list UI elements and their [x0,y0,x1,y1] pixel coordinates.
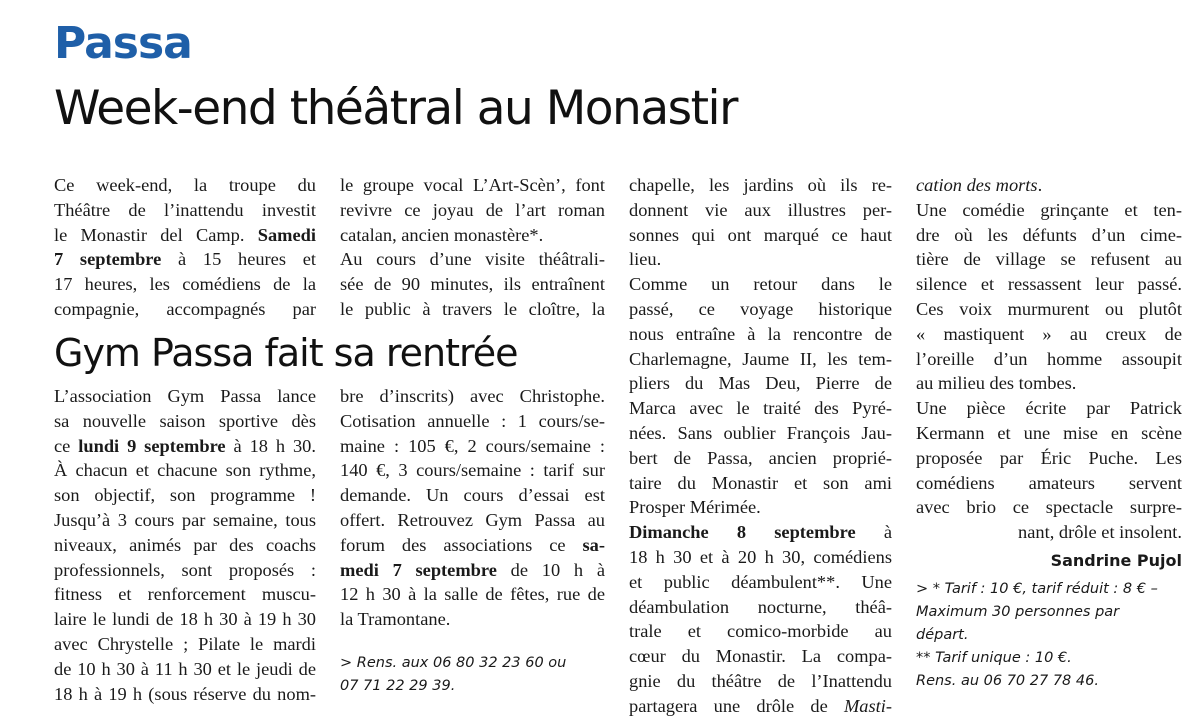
text-line: partagera une drôle de Masti- [629,695,892,716]
text-line: Charlemagne, Jaume II, les tem- [629,348,892,369]
article-headline: Week-end théâtral au Monastir [54,81,737,136]
text-line: le public à travers le cloître, la [340,298,605,319]
gym-column-2 [340,384,605,632]
text-line: 140 €, 3 cours/semaine : tarif sur [340,460,605,481]
gym-column-1 [54,384,316,706]
note-line: 07 71 22 29 39. [340,678,456,694]
play-title: Masti- [843,695,892,716]
text-line: À chacun et chacune son rythme, [54,460,316,481]
section-kicker: Passa [54,18,192,69]
note-line: > * Tarif : 10 €, tarif réduit : 8 € – [916,581,1158,597]
text-line: laire le lundi de 18 h 30 à 19 h 30 [54,609,316,630]
text-line: Au cours d’une visite théâtrali- [340,249,605,270]
text-line: catalan, ancien monastère*. [340,224,544,245]
theatre-column-4 [916,173,1182,574]
theatre-column-1 [54,173,316,322]
text-line: Jusqu’à 3 cours par semaine, tous [54,509,316,530]
text-line: pliers du Mas Deu, Pierre de [629,373,892,394]
text-line: Prosper Mérimée. [629,497,761,518]
text-line: professionnels, sont proposés : [54,559,316,580]
text-line: compagnie, accompagnés par [54,298,316,319]
date-highlight: sa- [582,534,605,555]
text-line: 17 heures, les comédiens de la [54,274,316,295]
text-line: niveaux, animés par des coachs [54,534,316,555]
text-line: sa nouvelle saison sportive dès [54,410,316,431]
text-line: Une comédie grinçante et ten- [916,199,1182,220]
text-line: trale et comico-morbide au [629,621,892,642]
text-line: nous entraîne à la rencontre de [629,323,892,344]
text-line: revivre ce joyau de l’art roman [340,199,605,220]
text-line: Ces voix murmurent ou plutôt [916,298,1182,319]
text-line: nées. Sans oublier François Jau- [629,422,892,443]
text-line: cation des morts. [916,175,1043,195]
text-line: la Tramontane. [340,609,451,630]
text-line: gnie du théâtre de l’Inattendu [629,670,892,691]
text-line: sée de 90 minutes, ils entraînent [340,274,605,295]
text-line: proposée par Éric Puche. Les [916,447,1182,468]
text-line: offert. Retrouvez Gym Passa au [340,509,605,530]
note-line: ** Tarif unique : 10 €. [916,650,1072,666]
note-line: > Rens. aux 06 80 32 23 60 ou [340,655,567,671]
text-line: maine : 105 €, 2 cours/semaine : [340,435,605,456]
text-line: nant, drôle et insolent. [1018,522,1182,543]
text-line: passé, ce voyage historique [629,298,892,319]
text-line: L’association Gym Passa lance [54,386,316,406]
date-highlight: Samedi [257,224,316,245]
text-line: son objectif, son programme ! [54,485,316,506]
text-line: demande. Un cours d’essai est [340,485,605,506]
text-line: le groupe vocal L’Art-Scèn’, font [340,175,605,195]
text-line: fitness et renforcement muscu- [54,584,316,605]
text-line: Marca avec le traité des Pyré- [629,398,892,419]
text-line: bert de Passa, ancien proprié- [629,447,892,468]
text-line: Comme un retour dans le [629,274,892,295]
theatre-column-3 [629,173,892,719]
text-line: silence et ressassent leur passé. [916,274,1182,295]
text-line: déambulation nocturne, théâ- [629,596,892,617]
text-line: Théâtre de l’inattendu investit [54,199,316,220]
text-line: tière de village se refusent au [916,249,1182,270]
gym-contact-note [340,652,605,698]
theatre-practical-notes [916,578,1182,693]
text-line: taire du Monastir et son ami [629,472,892,493]
text-line: medi 7 septembre de 10 h à [340,559,605,580]
text-line: Kermann et une mise en scène [916,422,1182,443]
text-line: chapelle, les jardins où ils re- [629,175,892,195]
text-line: avec brio ce spectacle surpre- [916,497,1182,518]
text-line: le Monastir del Camp. Samedi [54,224,316,245]
text-line: bre d’inscrits) avec Christophe. [340,386,605,406]
text-line: ce lundi 9 septembre à 18 h 30. [54,435,316,456]
text-line: lieu. [629,249,662,270]
note-line: Rens. au 06 70 27 78 46. [916,673,1099,689]
text-line: au milieu des tombes. [916,373,1077,394]
text-line: « mastiquent » au creux de [916,323,1182,344]
text-line: comédiens amateurs servent [916,472,1182,493]
text-line: 12 h 30 à la salle de fêtes, rue de [340,584,605,605]
text-line: 7 septembre à 15 heures et [54,249,316,270]
text-line: 18 h à 19 h (sous réserve du nom- [54,683,316,704]
author-byline: Sandrine Pujol [1050,550,1182,570]
text-line: cœur du Monastir. La compa- [629,646,892,667]
text-line: Une pièce écrite par Patrick [916,398,1182,419]
date-highlight: lundi 9 septembre [78,435,226,456]
text-line: sonnes qui ont marqué ce haut [629,224,892,245]
text-line: donnent vie aux illustres per- [629,199,892,220]
text-line: Cotisation annuelle : 1 cours/se- [340,410,605,431]
theatre-column-2 [340,173,605,322]
text-line: et public déambulent**. Une [629,571,892,592]
text-line: Ce week-end, la troupe du [54,175,316,195]
text-line: de 10 h 30 à 11 h 30 et le jeudi de [54,658,316,679]
date-highlight: medi 7 septembre [340,559,497,580]
note-line: Maximum 30 personnes par [916,604,1120,620]
play-title: cation des morts [916,175,1038,195]
text-line: Dimanche 8 septembre à [629,522,892,543]
text-line: forum des associations ce sa- [340,534,605,555]
text-line: l’oreille d’un homme assoupit [916,348,1182,369]
text-line: dre où les défunts d’un cime- [916,224,1182,245]
gym-headline: Gym Passa fait sa rentrée [54,331,518,375]
date-highlight: Dimanche 8 septembre [629,522,856,543]
note-line: départ. [916,627,969,643]
text-line: avec Chrystelle ; Pilate le mardi [54,633,316,654]
text-line: 18 h 30 et à 20 h 30, comédiens [629,546,892,567]
date-highlight: 7 septembre [54,249,162,270]
